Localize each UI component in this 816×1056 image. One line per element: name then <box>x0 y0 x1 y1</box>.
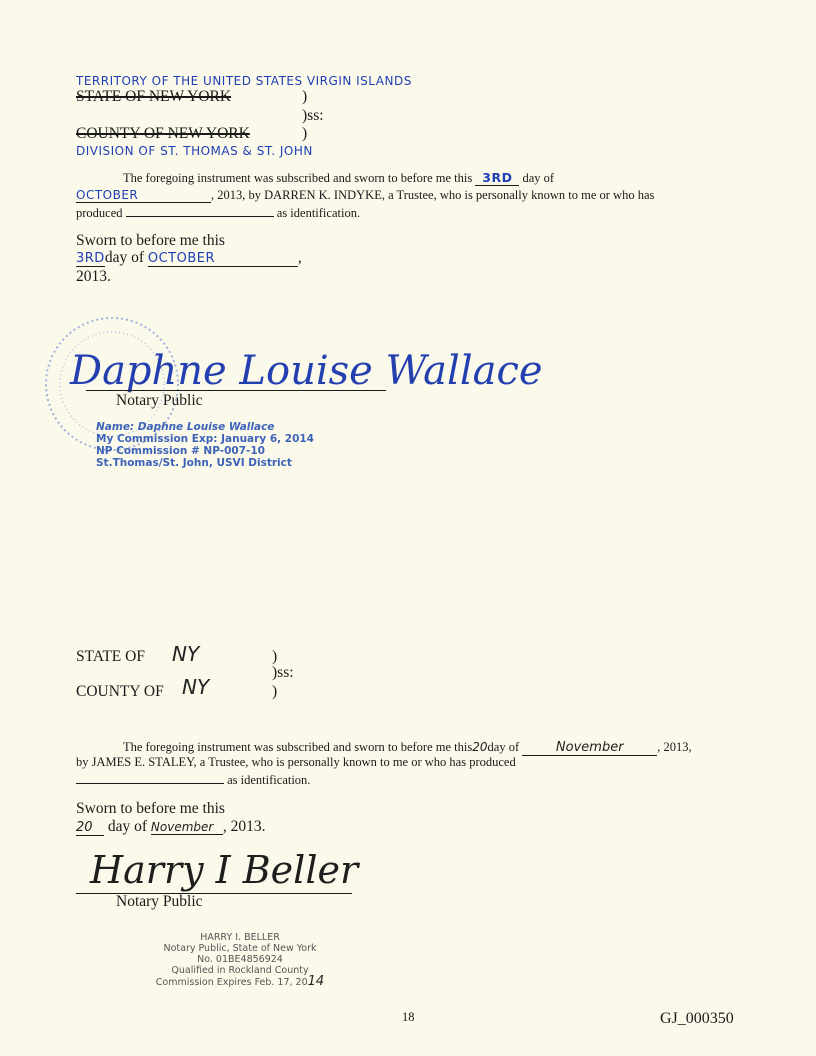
stamp-year-handwritten: 14 <box>307 974 325 989</box>
seal-commission-exp: My Commission Exp: January 6, 2014 <box>96 433 314 445</box>
notary-signature-wallace: Daphne Louise Wallace <box>70 348 543 394</box>
seal-name: Name: Daphne Louise Wallace <box>96 421 275 433</box>
ack2-day-handwritten: 20 <box>472 740 488 754</box>
county-handwritten: NY <box>182 675 210 699</box>
sworn-label: Sworn to before me this <box>76 232 225 249</box>
ack2-paragraph-line3: as identification. <box>76 771 310 788</box>
ack-day-handwritten: 3RD <box>475 170 519 186</box>
ack2-paragraph-line2: by JAMES E. STALEY, a Trustee, who is personally known to me or who has produced <box>76 755 516 769</box>
state-handwritten: NY <box>172 642 200 666</box>
page-number: 18 <box>402 1010 415 1024</box>
ack-paragraph-line1: The foregoing instrument was subscribed and sworn to before me this 3RD day of <box>123 170 555 185</box>
sworn2-label: Sworn to before me this <box>76 800 225 817</box>
ack2-paragraph-line1: The foregoing instrument was subscribed and sworn to before me this20day of November , 2013, <box>123 740 692 755</box>
signature-line <box>86 390 386 391</box>
ack-paragraph-line2: OCTOBER , 2013, by DARREN K. INDYKE, a Trustee, who is personally known to me or who has <box>76 188 655 202</box>
ss-label-2: )ss: <box>272 664 294 681</box>
sworn-year: 2013. <box>76 268 111 285</box>
ss-label: )ss: <box>302 107 324 124</box>
county-of-label: COUNTY OF <box>76 683 164 700</box>
paren-close-2: ) <box>272 683 278 700</box>
territory-handwritten: TERRITORY OF THE UNITED STATES VIRGIN ISLANDS <box>76 74 412 88</box>
stamp-line-state: Notary Public, State of New York <box>163 943 317 954</box>
paren-open-2: ) <box>272 648 278 665</box>
seal-district: St.Thomas/St. John, USVI District <box>96 457 292 469</box>
seal-np-number: NP Commission # NP-007-10 <box>96 445 265 457</box>
stamp-line-county: Qualified in Rockland County <box>171 965 309 976</box>
ack-paragraph-line3: produced as identification. <box>76 206 361 220</box>
sworn2-month-handwritten: November <box>151 820 223 835</box>
sworn-line: 3RDday of OCTOBER , <box>76 249 302 266</box>
ack2-month-handwritten: November <box>522 740 657 756</box>
bates-number: GJ_000350 <box>660 1010 734 1027</box>
state-of-new-york-struck: STATE OF NEW YORK <box>76 88 232 105</box>
paren-open: ) <box>302 88 308 105</box>
sworn2-day-handwritten: 20 <box>76 820 104 836</box>
stamp-line-number: No. 01BE4856924 <box>197 954 283 965</box>
division-handwritten: DIVISION OF ST. THOMAS & ST. JOHN <box>76 144 313 158</box>
notary-stamp <box>140 932 340 988</box>
notary-public-label: Notary Public <box>116 392 203 409</box>
sworn2-line: 20 day of November , 2013. <box>76 818 266 835</box>
county-of-new-york-struck: COUNTY OF NEW YORK <box>76 125 250 142</box>
sworn-month-handwritten: OCTOBER <box>148 251 298 267</box>
ack-month-handwritten: OCTOBER <box>76 188 211 203</box>
notary-public-label-2: Notary Public <box>116 893 203 910</box>
notary-signature-beller: Harry I Beller <box>90 848 359 892</box>
identification-blank-2 <box>76 771 224 784</box>
sworn-day-handwritten: 3RD <box>76 251 105 266</box>
stamp-line-expires: Commission Expires Feb. 17, 2014 <box>155 974 325 989</box>
state-of-label: STATE OF <box>76 648 145 665</box>
identification-blank <box>126 204 274 217</box>
paren-close: ) <box>302 125 308 142</box>
stamp-line-name: HARRY I. BELLER <box>200 932 280 943</box>
